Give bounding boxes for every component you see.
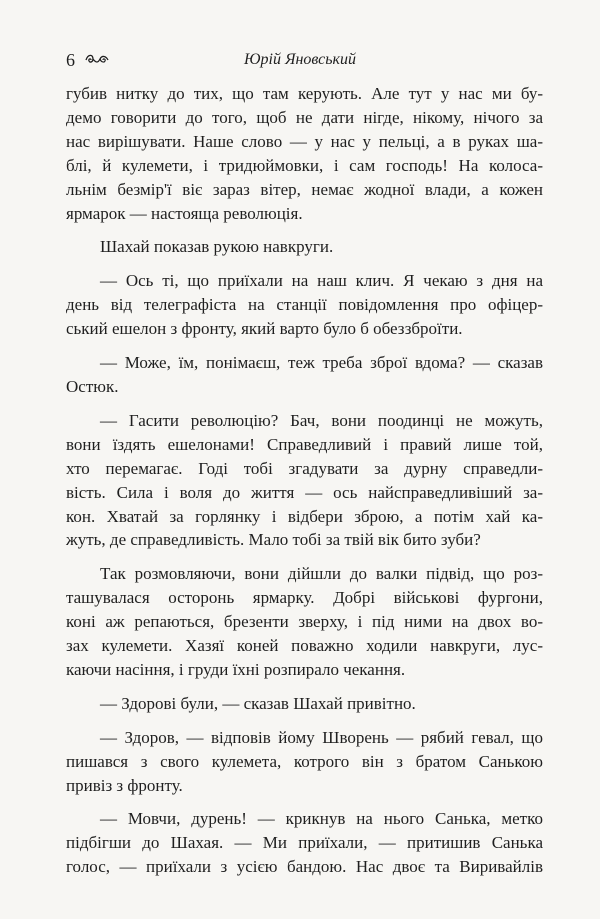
paragraph-first-line: — Здоров, — відповів йому Шворень — рябий гевал, що	[100, 727, 543, 747]
paragraph-line: Остюк.	[66, 376, 119, 396]
paragraph-line: голос, — приїхали з усією бандою. Нас двоє та Виривайлів	[66, 857, 543, 877]
paragraph-line: хто перемагає. Годі тобі згадувати за дурну справедли-	[66, 458, 543, 478]
paragraph-line: каючи насіння, і груди їхні розпирало чекання.	[66, 659, 406, 679]
paragraph-line: нас вирішувати. Наше слово — у нас у пельці, а в руках ша-	[66, 131, 543, 151]
running-title: Юрій Яновський	[243, 51, 356, 68]
paragraph-line: демо говорити до того, щоб не дати нігде, нікому, нічого за	[66, 107, 543, 127]
paragraph-first-line: — Гасити революцію? Бач, вони поодинці не можуть,	[100, 410, 543, 430]
paragraph-first-line: губив нитку до тих, що там керують. Але тут у нас ми бу-	[66, 84, 543, 103]
paragraph-line: коні аж репаються, брезенти зверху, і під ними на двох во-	[66, 612, 543, 632]
paragraph-line: зах кулемети. Хазяї коней поважно ходили навкруги, лус-	[66, 636, 543, 656]
paragraph-first-line: Так розмовляючи, вони дійшли до валки підвід, що роз-	[100, 564, 543, 584]
paragraph-line: ярмарок — настояща революція.	[66, 203, 303, 223]
paragraph-line: ташувалася осторонь ярмарку. Добрі військові фургони,	[66, 588, 543, 608]
paragraph-line: блі, й кулемети, і тридюймовки, і сам господь! На колоса-	[66, 155, 543, 175]
page-body	[66, 82, 543, 879]
paragraph-line: вість. Сила і воля до життя — ось найсправедливіший за-	[66, 482, 543, 502]
paragraph-first-line: — Може, їм, понімаєш, теж треба зброї вдома? — сказав	[100, 353, 543, 373]
paragraph-line: ський ешелон з фронту, який варто було б обеззброїти.	[66, 319, 463, 339]
paragraph-first-line: — Здорові були, — сказав Шахай привітно.	[100, 693, 416, 713]
paragraph-line: жуть, де справедливість. Мало тобі за твій вік бито зуби?	[66, 530, 481, 550]
paragraph-first-line: — Мовчи, дурень! — крикнув на нього Санька, метко	[100, 809, 543, 829]
paragraph-first-line: Шахай показав рукою навкруги.	[100, 237, 334, 257]
paragraph-line: пишався з свого кулемета, котрого він з братом Санькою	[66, 751, 543, 771]
page-header	[0, 48, 600, 72]
paragraph-line: кон. Хватай за горлянку і відбери зброю, а потім хай ка-	[66, 506, 543, 526]
paragraph-line: привіз з фронту.	[66, 775, 183, 795]
paragraph-line: льнім безмір'ї віє зараз вітер, немає жодної влади, а кожен	[66, 179, 543, 199]
page-number: 6	[66, 50, 75, 70]
paragraph-line: підбігши до Шахая. — Ми приїхали, — притишив Санька	[66, 833, 543, 853]
paragraph-line: вони їздять ешелонами! Справедливий і правий лише той,	[66, 434, 543, 454]
paragraph-line: день від телеграфіста на станції повідомлення про офіцер-	[66, 295, 543, 315]
paragraph-first-line: — Ось ті, що приїхали на наш клич. Я чекаю з дня на	[100, 271, 543, 291]
